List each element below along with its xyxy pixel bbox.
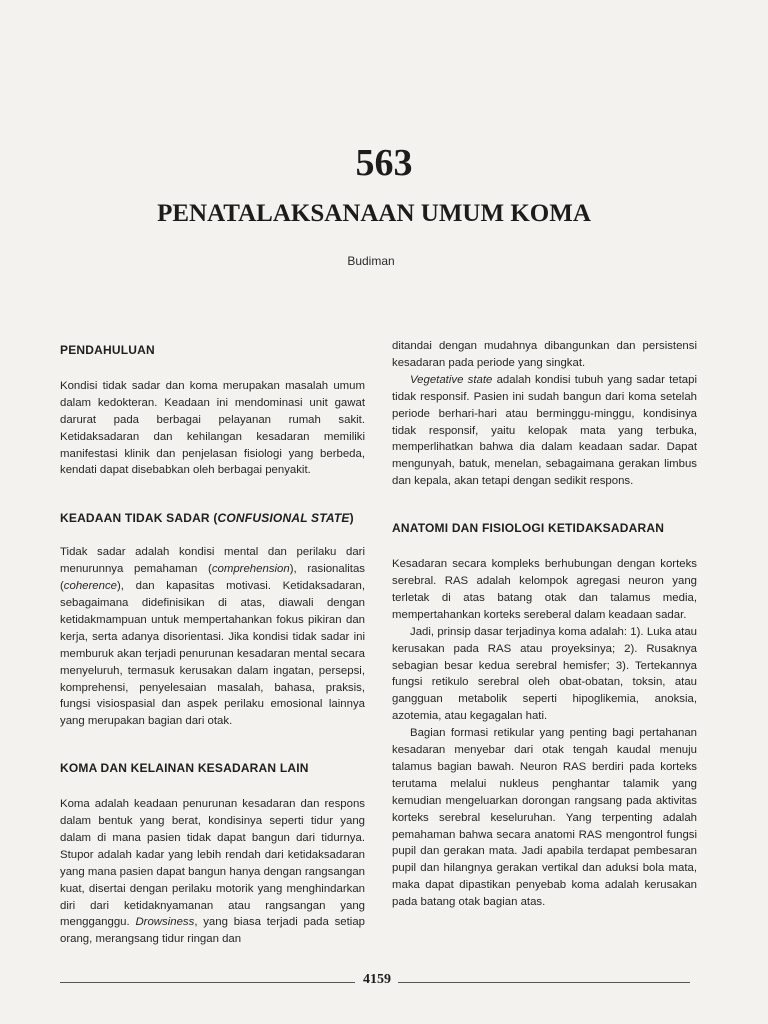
text-run: Tidak sadar adalah kondisi mental dan perilaku dari menurunnya pemahaman ( <box>60 546 365 576</box>
right-column <box>392 338 697 911</box>
paragraph-anatomi-1: Kesadaran secara kompleks berhubungan dengan korteks serebral. RAS adalah kelompok agregasi neuron yang terletak di atas batang otak dan talamus media, mempertahankan korteks sereberal dalam keadaan sadar. <box>392 558 697 621</box>
text-run: ), rasionalitas ( <box>60 563 365 593</box>
heading-anatomi: ANATOMI DAN FISIOLOGI KETIDAKSADARAN <box>392 521 665 536</box>
paragraph-koma <box>60 796 365 948</box>
text-run: Koma adalah keadaan penurunan kesadaran dan respons dalam bentuk yang berat, kondisinya seperti tidur yang dalam di mana pasien tidak dapat bangun dari tidurnya. Stupor adalah kadar yang lebih rendah dari ketidaksadaran yang mana pasien dapat bangun hanya dengan rangsangan kuat, disertai dengan perilaku motorik yang menghindarkan diri dari ketidaknyamanan atau rangsangan yang mengganggu. <box>60 798 365 929</box>
page-number: 4159 <box>363 972 391 987</box>
text-run: ), dan kapasitas motivasi. Ketidaksadaran, sebagaimana didefinisikan di atas, diawali dengan ketidakmampuan untuk mempertahankan fokus pikiran dan kerja, serta adanya disorientasi. Jika kondisi tidak sadar ini memburuk akan terjadi penurunan kesadaran mental secara menyeluruh, termasuk kerusakan dalam ingatan, persepsi, komprehensi, penyelesaian masalah, bahasa, praksis, fungsi visiospasial dan aspek perilaku emosional lainnya yang merupakan bagian dari otak. <box>60 580 365 728</box>
heading-koma: KOMA DAN KELAINAN KESADARAN LAIN <box>60 761 309 776</box>
author: Budiman <box>347 254 395 268</box>
heading-part-italic: CONFUSIONAL STATE <box>217 511 350 526</box>
heading-confusional-state <box>60 510 365 527</box>
chapter-number: 563 <box>355 142 413 184</box>
text-run: adalah kondisi tubuh yang sadar tetapi tidak responsif. Pasien ini sudah bangun dari koma setelah periode berhari-hari atau berminggu-minggu, kondisinya tidak responsif, yaitu kelopak mata yang terbuka, memperlihatkan bahwa dia dalam keadaan sadar. Dapat mengunyah, batuk, menelan, sebagaimana gerakan limbus dan kepala, akan tetapi dengan sedikit respons. <box>392 373 697 488</box>
text-run-italic: Vegetative state <box>410 373 493 386</box>
text-run-italic: comprehension <box>211 563 290 576</box>
paragraph-anatomi-2: Jadi, prinsip dasar terjadinya koma adalah: 1). Luka atau kerusakan pada RAS atau proyeksinya; 2). Rusaknya sebagian besar kedua serebral hemisfer; 3). Tertekannya fungsi retikulo serebral oleh obat-obatan, toksin, atau gangguan metabolik seperti hipoglikemia, anoksia, azotemia, atau kegagalan hati. <box>392 625 697 723</box>
heading-part: ) <box>349 511 354 526</box>
paragraph-continued: ditandai dengan mudahnya dibangunkan dan persistensi kesadaran pada periode yang singkat. <box>392 340 697 369</box>
paragraph-anatomi-3: Bagian formasi retikular yang penting bagi pertahanan kesadaran menyebar dari otak tengah kaudal menuju talamus bagian bawah. Neuron RAS berdiri pada korteks terutama melalui nukleus penghantar talamik yang kemudian mengeluarkan dorongan rangsang pada aktivitas korteks serebral keseluruhan. Yang terpenting adalah pemahaman bahwa secara anatomi RAS mengontrol fungsi pupil dan gerakan mata. Jadi apabila terdapat pembesaran pupil dan hilangnya gerakan vertikal dan aduksi bola mata, maka dapat dipastikan penyebab koma adalah kerusakan pada batang otak bagian atas. <box>392 727 697 909</box>
chapter-title: PENATALAKSANAAN UMUM KOMA <box>157 200 591 227</box>
paragraph-tidak-sadar <box>60 544 365 730</box>
text-run-italic: Drowsiness <box>135 916 195 929</box>
left-column <box>60 338 365 948</box>
text-run-italic: coherence <box>63 580 117 593</box>
footer-rule-left <box>60 982 355 983</box>
paragraph-pendahuluan: Kondisi tidak sadar dan koma merupakan masalah umum dalam kedokteran. Keadaan ini mendominasi unit gawat darurat pada berbagai pelayanan rumah sakit. Ketidaksadaran dan kehilangan kesadaran memiliki manifestasi klinik dan penjelasan fisiologi yang berbeda, kendati dapat disebabkan oleh berbagai penyakit. <box>60 379 365 477</box>
heading-part: KEADAAN TIDAK SADAR ( <box>60 511 218 526</box>
text-run: , yang biasa terjadi pada setiap orang, merangsang tidur ringan dan <box>60 916 365 946</box>
heading-pendahuluan: PENDAHULUAN <box>60 343 155 357</box>
footer-rule-right <box>398 982 690 983</box>
paragraph-vegetative-state <box>392 372 697 490</box>
